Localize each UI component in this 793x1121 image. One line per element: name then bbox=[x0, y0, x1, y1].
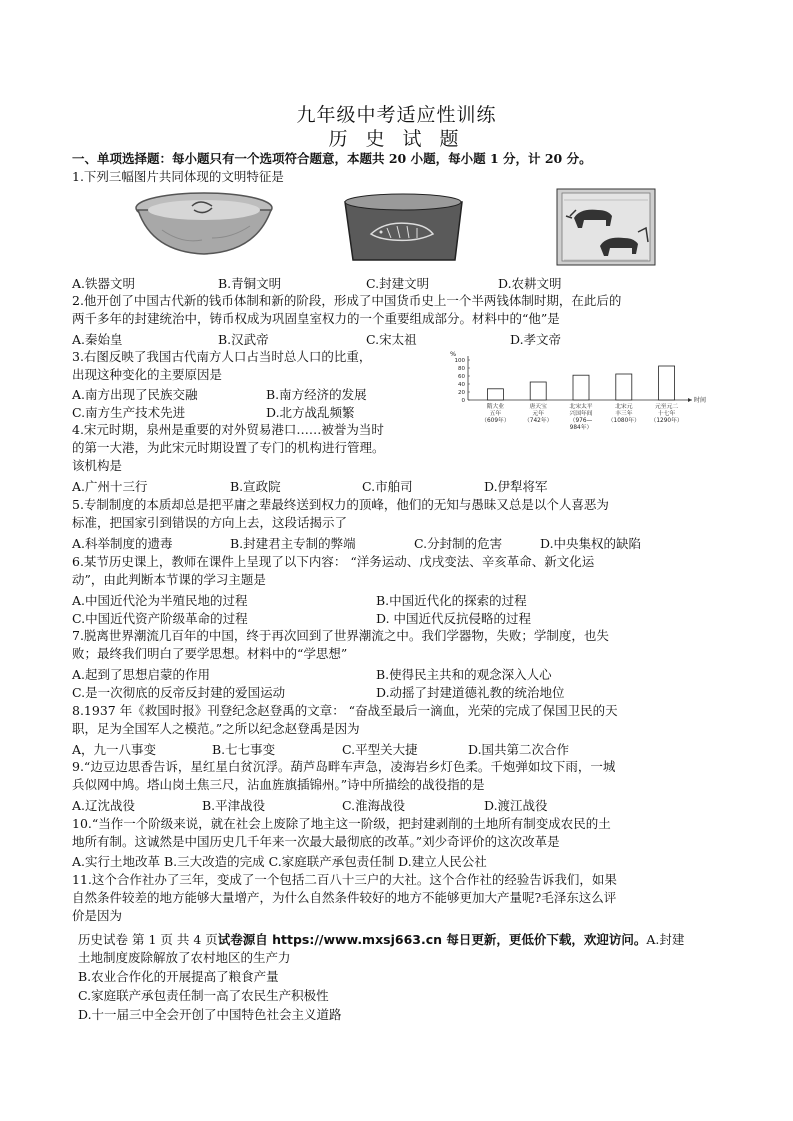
option-b[interactable]: B.使得民主共和的观念深入人心 bbox=[376, 667, 552, 682]
question-8-line-2: 职，足为全国军人之模范。”之所以纪念赵登禹是因为 bbox=[72, 721, 360, 736]
x-tick-label: 北宋太平 bbox=[569, 404, 593, 410]
x-tick-label: （609年） bbox=[481, 418, 510, 424]
page-footer bbox=[78, 930, 684, 948]
option-a[interactable]: A.秦始皇 bbox=[72, 332, 123, 347]
question-9-line-1: 9.“边豆边思香告诉，星红星白贫沉浮。葫芦岛畔车声急，凌海岩乡灯色柔。千炮弹如坟下雨，一城 bbox=[72, 759, 616, 774]
x-tick-label: （1290年） bbox=[650, 418, 683, 424]
question-2-line-1: 2.他开创了中国古代新的钱币体制和新的阶段，形成了中国货币史上一个半两钱体制时期，在此后的 bbox=[72, 293, 622, 308]
option-a[interactable]: A，九一八事变 bbox=[72, 742, 157, 757]
option-d[interactable]: D. 中国近代反抗侵略的过程 bbox=[376, 611, 532, 626]
question-9-line-2: 兵似网中鸠。塔山岗土焦三尺，沾血旌旗插锦州。”诗中所描绘的战役指的是 bbox=[72, 777, 485, 792]
option-b[interactable]: B.宣政院 bbox=[230, 479, 281, 494]
x-tick-label: （1080年） bbox=[607, 418, 640, 424]
question-11-line-1: 11.这个合作社办了三年，变成了一个包括二百八十三户的大社。这个合作社的经验告诉我们，如果 bbox=[72, 872, 617, 887]
option-a-start[interactable]: A.封建 bbox=[646, 932, 685, 947]
y-tick-label: 100 bbox=[454, 358, 465, 364]
q11-option-a-cont[interactable]: 土地制度废除解放了农村地区的生产力 bbox=[78, 950, 291, 965]
question-3-line-1: 3.右图反映了我国古代南方人口占当时总人口的比重， bbox=[72, 349, 372, 364]
option-b[interactable]: B.南方经济的发展 bbox=[266, 387, 367, 402]
option-d[interactable]: D.动摇了封建道德礼教的统治地位 bbox=[376, 685, 565, 700]
x-axis-label: 时间 bbox=[694, 397, 707, 404]
x-tick-label: 五年 bbox=[489, 411, 502, 417]
y-tick-label: 0 bbox=[461, 398, 465, 404]
question-6-line-2: 动”，由此判断本节课的学习主题是 bbox=[72, 572, 266, 587]
question-4-line-1: 4.宋元时期，泉州是重要的对外贸易港口……被誉为当时 bbox=[72, 422, 384, 437]
option-c[interactable]: C.是一次彻底的反帝反封建的爱国运动 bbox=[72, 685, 286, 700]
x-tick-label: 北宋元 bbox=[615, 404, 633, 410]
x-tick-label: 兴国年间 bbox=[569, 411, 593, 417]
q11-option-d[interactable]: D.十一届三中全会开创了中国特色社会主义道路 bbox=[78, 1007, 342, 1022]
q11-option-b[interactable]: B.农业合作化的开展提高了粮食产量 bbox=[78, 969, 279, 984]
question-4-options bbox=[72, 477, 672, 495]
question-2-line-2: 两千多年的封建统治中，铸币权成为巩固皇室权力的一个重要组成部分。材料中的“他”是 bbox=[72, 311, 560, 326]
x-tick-label: 隋大业 bbox=[486, 404, 505, 410]
question-3-options-row-1 bbox=[72, 385, 442, 403]
page-info: 历史试卷 第 1 页 共 4 页 bbox=[78, 932, 218, 947]
option-c[interactable]: C.市舶司 bbox=[362, 479, 413, 494]
question-1-line-1: 1.下列三幅图片共同体现的文明特征是 bbox=[72, 169, 284, 184]
x-axis-arrow bbox=[688, 398, 692, 402]
section-heading: 一、单项选择题：每小题只有一个选项符合题意，本题共 20 小题，每小题 1 分，计 20 分。 bbox=[72, 151, 592, 166]
question-5-options bbox=[72, 534, 692, 552]
y-axis-label: % bbox=[450, 350, 457, 358]
option-b[interactable]: B.汉武帝 bbox=[218, 332, 269, 347]
option-b[interactable]: B.青铜文明 bbox=[218, 276, 282, 291]
question-10-line-2: 地所有制。这诚然是中国历史几千年来一次最大最彻底的改革。”刘少奇评价的这次改革是 bbox=[72, 834, 560, 849]
question-8-options bbox=[72, 740, 692, 758]
option-a[interactable]: A.辽沈战役 bbox=[72, 798, 136, 813]
x-tick-label: 丰三年 bbox=[615, 411, 633, 417]
bar bbox=[573, 375, 589, 400]
question-7-line-1: 7.脱离世界潮流几百年的中国，终于再次回到了世界潮流之中。我们学器物，失败；学制度，也失 bbox=[72, 628, 609, 643]
question-5-line-1: 5.专制制度的本质却总是把平庸之辈最终送到权力的顶峰，他们的无知与愚昧又总是以个人喜恶为 bbox=[72, 497, 609, 512]
option-b[interactable]: B.七七事变 bbox=[212, 742, 276, 757]
option-d[interactable]: D.国共第二次合作 bbox=[468, 742, 570, 757]
question-6-line-1: 6.某节历史课上，教师在课件上呈现了以下内容： “洋务运动、戊戌变法、辛亥革命、新文化运 bbox=[72, 554, 595, 569]
question-4-line-3: 该机构是 bbox=[72, 458, 123, 473]
pottery-pig-bowl-photo bbox=[341, 190, 466, 265]
x-tick-label: 元年 bbox=[532, 411, 545, 417]
option-d[interactable]: D.渡江战役 bbox=[484, 798, 548, 813]
question-7-options-row-1 bbox=[72, 665, 692, 683]
option-d[interactable]: D.伊犁将军 bbox=[484, 479, 548, 494]
y-tick-label: 40 bbox=[458, 382, 465, 388]
x-tick-label: 唐天宝 bbox=[529, 404, 547, 410]
x-tick-label: 十七年 bbox=[657, 411, 676, 417]
question-4-line-2: 的第一大港，为此宋元时期设置了专门的机构进行管理。 bbox=[72, 440, 385, 455]
y-tick-label: 20 bbox=[458, 390, 465, 396]
population-ratio-chart bbox=[448, 348, 708, 436]
option-c[interactable]: C.分封制的危害 bbox=[414, 536, 503, 551]
bar bbox=[487, 389, 503, 400]
option-a[interactable]: A.广州十三行 bbox=[72, 479, 148, 494]
question-7-line-2: 败；最终我们明白了要学思想。材料中的“学思想” bbox=[72, 646, 348, 661]
question-1-options bbox=[72, 274, 672, 292]
option-a[interactable]: A.南方出现了民族交融 bbox=[72, 387, 198, 402]
question-7-options-row-2 bbox=[72, 683, 692, 701]
question-8-line-1: 8.1937 年《救国时报》刊登纪念赵登禹的文章： “奋战至最后一滴血，光荣的完成了保国卫民的天 bbox=[72, 703, 618, 718]
source-notice[interactable]: 试卷源自 https://www.mxsj663.cn 每日更新，更低价下载，欢迎访问。 bbox=[217, 932, 647, 947]
y-tick-label: 60 bbox=[458, 374, 465, 380]
option-a[interactable]: A.铁器文明 bbox=[72, 276, 136, 291]
y-tick-label: 80 bbox=[458, 366, 465, 372]
option-a[interactable]: A.科举制度的遗毒 bbox=[72, 536, 173, 551]
bar bbox=[530, 382, 546, 400]
x-tick-label: 984年） bbox=[569, 425, 593, 431]
question-11-line-3: 价是因为 bbox=[72, 908, 123, 923]
options-line[interactable]: A.实行土地改革 B.三大改造的完成 C.家庭联产承包责任制 D.建立人民公社 bbox=[72, 854, 487, 869]
option-a[interactable]: A.中国近代沦为半殖民地的过程 bbox=[72, 593, 248, 608]
q11-option-c[interactable]: C.家庭联产承包责任制一高了农民生产积极性 bbox=[78, 988, 329, 1003]
option-c[interactable]: C.宋太祖 bbox=[366, 332, 417, 347]
option-d[interactable]: D.农耕文明 bbox=[498, 276, 562, 291]
question-11-line-2: 自然条件较差的地方能够大量增产，为什么自然条件较好的地方不能够更加大产量呢?毛泽东这么评 bbox=[72, 890, 617, 905]
option-d[interactable]: D.孝文帝 bbox=[510, 332, 562, 347]
question-5-line-2: 标准，把国家引到错误的方向上去，这段话揭示了 bbox=[72, 515, 348, 530]
option-b[interactable]: B.平津战役 bbox=[202, 798, 266, 813]
bar bbox=[659, 366, 675, 400]
option-b[interactable]: B.封建君主专制的弊端 bbox=[230, 536, 356, 551]
pottery-bowl-photo bbox=[132, 190, 277, 258]
bar bbox=[616, 374, 632, 400]
question-6-options-row-1 bbox=[72, 591, 692, 609]
option-c[interactable]: C.封建文明 bbox=[366, 276, 430, 291]
option-a[interactable]: A.起到了思想启蒙的作用 bbox=[72, 667, 211, 682]
ox-plowing-brick-photo bbox=[556, 188, 656, 266]
question-3-line-2: 出现这种变化的主要原因是 bbox=[72, 367, 223, 382]
question-10-options bbox=[72, 852, 692, 870]
option-c[interactable]: C.平型关大捷 bbox=[342, 742, 418, 757]
x-tick-label: （742年） bbox=[523, 418, 553, 424]
question-9-options bbox=[72, 796, 692, 814]
exam-title: 九年级中考适应性训练 bbox=[296, 104, 497, 126]
option-c[interactable]: C.南方生产技术先进 bbox=[72, 405, 186, 420]
question-6-options-row-2 bbox=[72, 609, 692, 627]
question-2-options bbox=[72, 330, 672, 348]
option-d[interactable]: D.中央集权的缺陷 bbox=[540, 536, 642, 551]
x-tick-label: 元至元二 bbox=[654, 404, 679, 410]
option-c[interactable]: C.淮海战役 bbox=[342, 798, 406, 813]
option-d[interactable]: D.北方战乱频繁 bbox=[266, 405, 355, 420]
option-b[interactable]: B.中国近代化的探索的过程 bbox=[376, 593, 527, 608]
x-tick-label: （976— bbox=[569, 418, 593, 424]
question-3-options-row-2 bbox=[72, 403, 442, 421]
question-10-line-1: 10.“当作一个阶级来说，就在社会上废除了地主这一阶级，把封建剥削的土地所有制变成农民的土 bbox=[72, 816, 611, 831]
exam-subtitle: 历 史 试 题 bbox=[328, 128, 465, 150]
option-c[interactable]: C.中国近代资产阶级革命的过程 bbox=[72, 611, 248, 626]
